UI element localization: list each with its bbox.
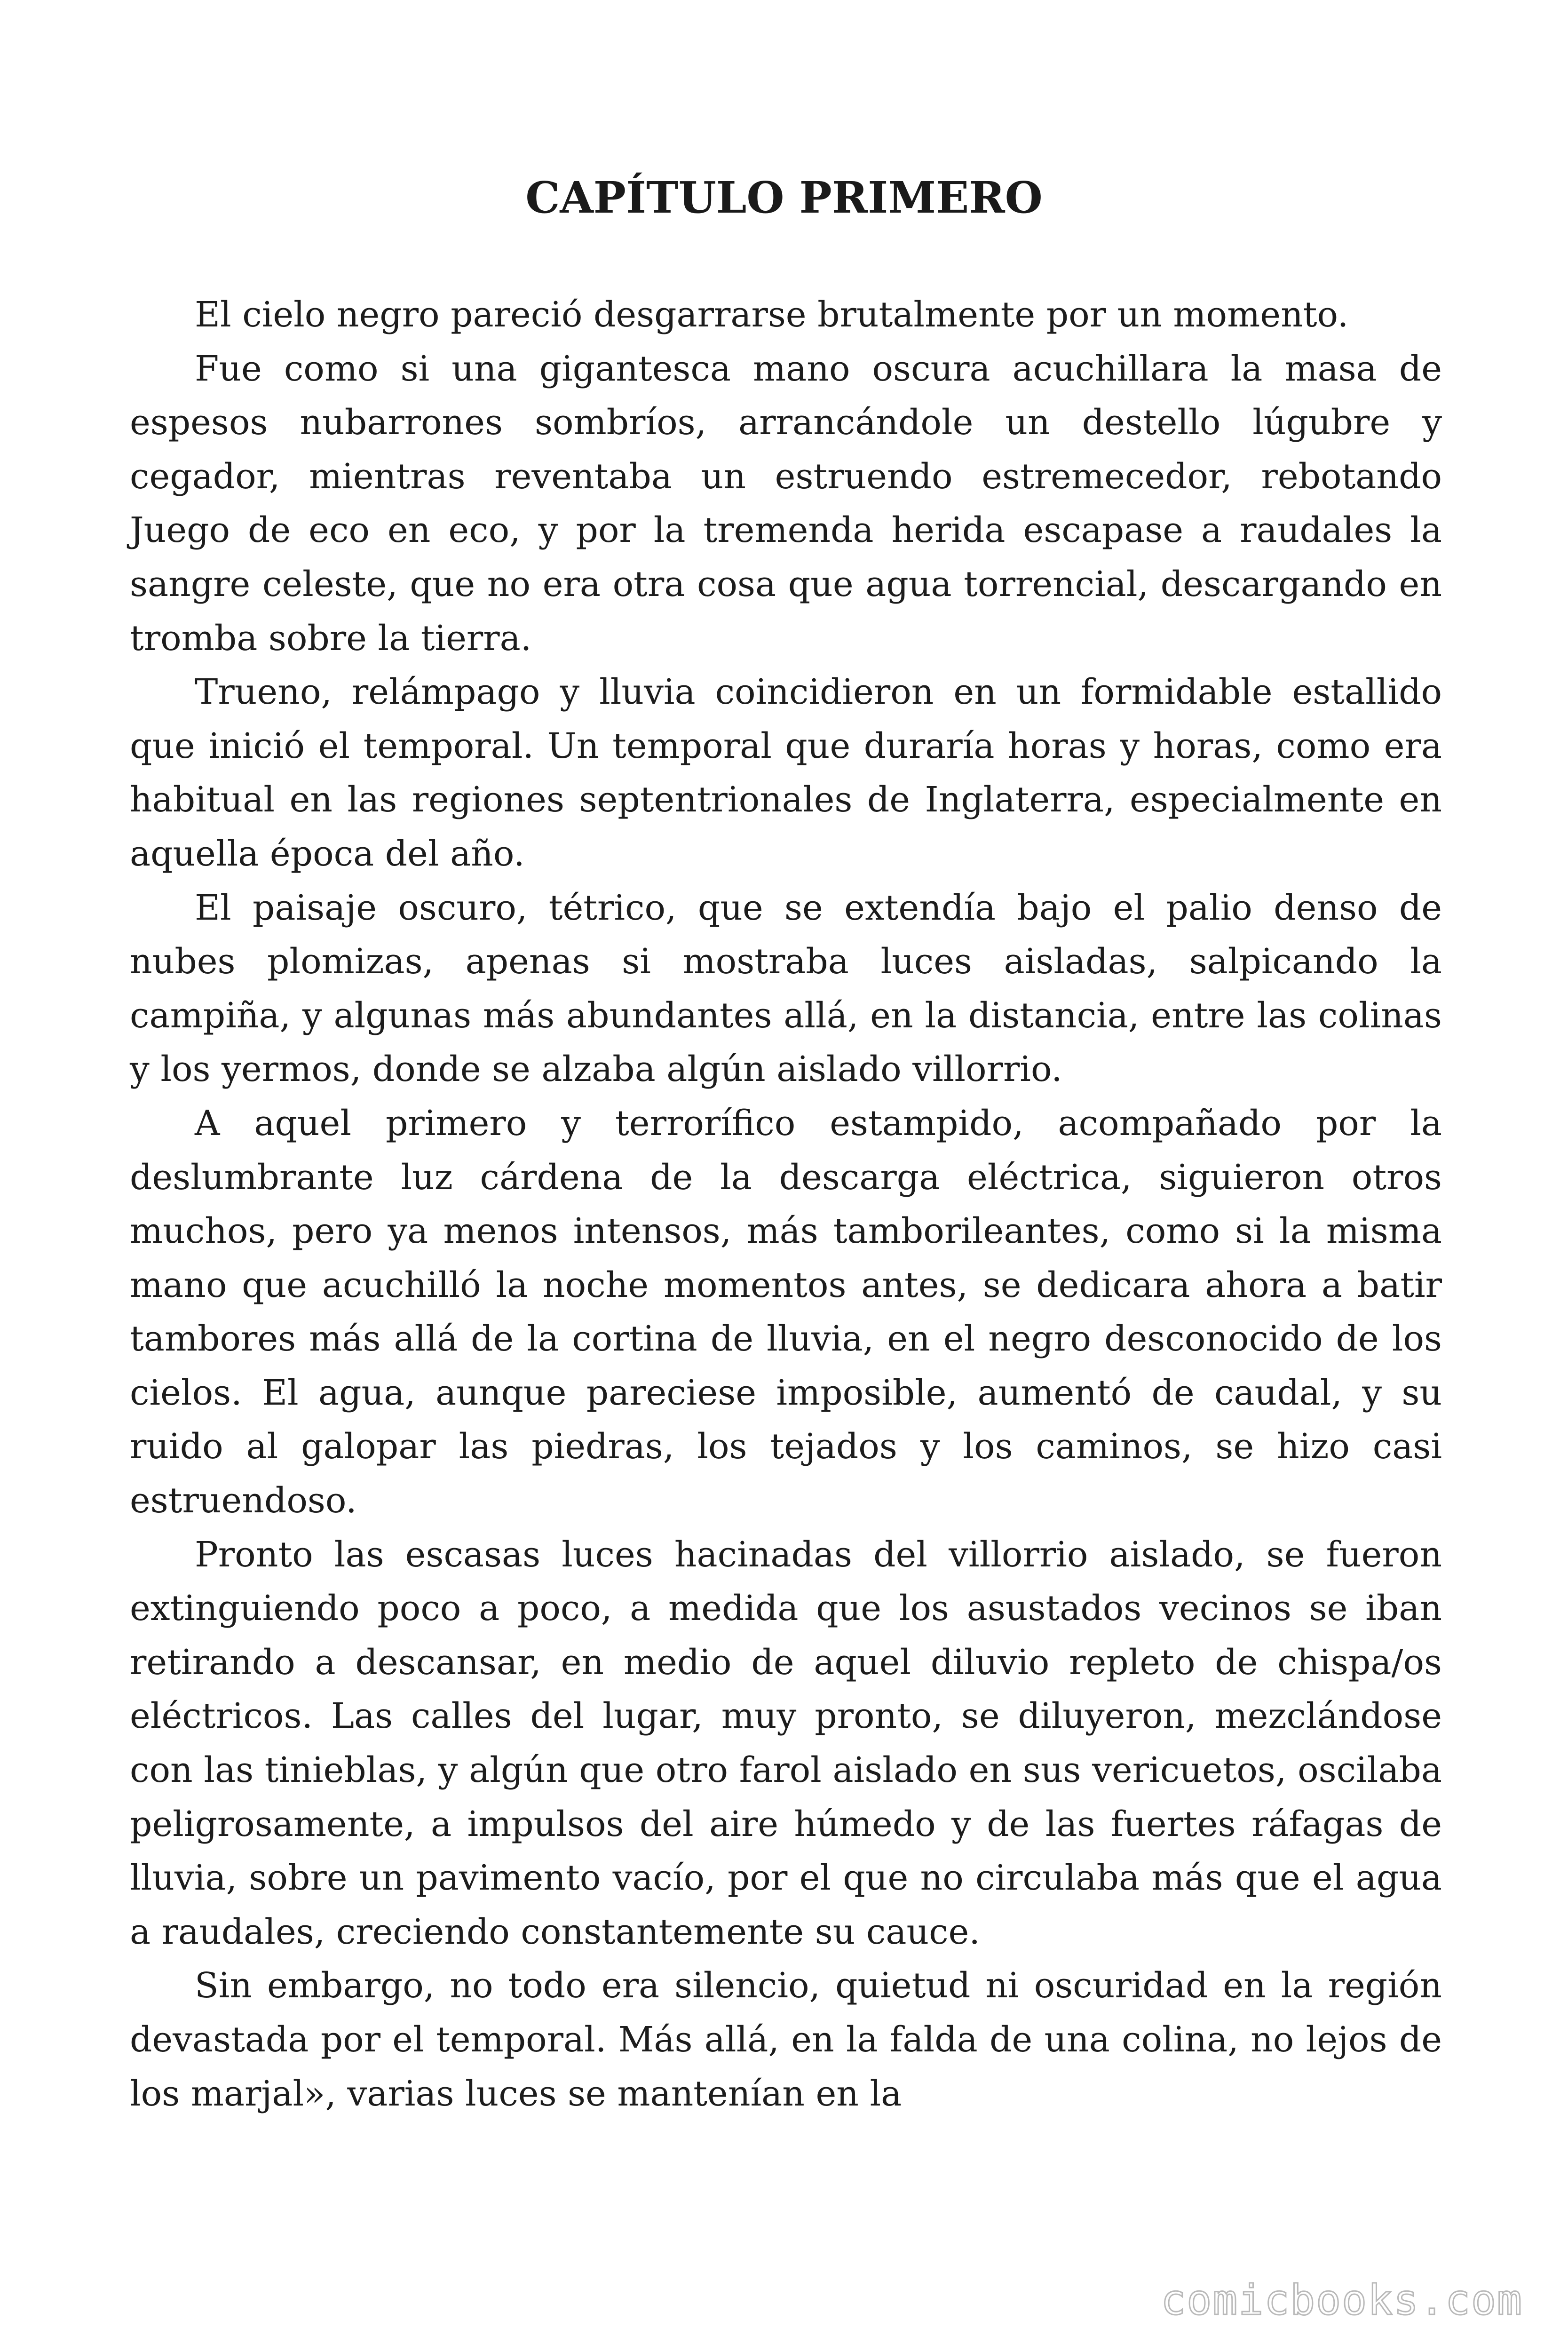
chapter-body: [130, 288, 1442, 2121]
paragraph-2: Fue como si una gigantesca mano oscura acuchillara la masa de espesos nubarrones sombríos, arrancándole un destello lúgubre y cegador, mientras reventaba un estruendo estremecedor, rebotando Juego de eco en eco, y por la tremenda herida escapase a raudales la sangre celeste, que no era otra cosa que agua torrencial, descargando en tromba sobre la tierra.: [130, 348, 1442, 659]
watermark: comicbooks.com: [1161, 2276, 1523, 2324]
paragraph-3: Trueno, relámpago y lluvia coincidieron en un formidable estallido que inició el temporal. Un temporal que duraría horas y horas, como era habitual en las regiones septentrionales de Inglaterra, especialmente en aquella época del año.: [130, 672, 1442, 874]
chapter-title: CAPÍTULO PRIMERO: [525, 172, 1043, 223]
paragraph-4: El paisaje oscuro, tétrico, que se extendía bajo el palio denso de nubes plomizas, apenas si mostraba luces aisladas, salpicando la campiña, y algunas más abundantes allá, en la distancia, entre las colinas y los yermos, donde se alzaba algún aislado villorrio.: [130, 887, 1442, 1090]
paragraph-1: El cielo negro pareció desgarrarse brutalmente por un momento.: [195, 294, 1349, 335]
paragraph-5: A aquel primero y terrorífico estampido, acompañado por la deslumbrante luz cárdena de la descarga eléctrica, siguieron otros muchos, pero ya menos intensos, más tamborileantes, como si la misma mano que acuchilló la noche momentos antes, se dedicara ahora a batir tambores más allá de la cortina de lluvia, en el negro desconocido de los cielos. El agua, aunque pareciese imposible, aumentó de caudal, y su ruido al galopar las piedras, los tejados y los caminos, se hizo casi estruendoso.: [130, 1103, 1442, 1521]
paragraph-7: Sin embargo, no todo era silencio, quietud ni oscuridad en la región devastada por el temporal. Más allá, en la falda de una colina, no lejos de los marjal», varias luces se mantenían en la: [130, 1965, 1442, 2114]
paragraph-6: Pronto las escasas luces hacinadas del villorrio aislado, se fueron extinguiendo poco a poco, a medida que los asustados vecinos se iban retirando a descansar, en medio de aquel diluvio repleto de chispa/os eléctricos. Las calles del lugar, muy pronto, se diluyeron, mezclándose con las tinieblas, y algún que otro farol aislado en sus vericuetos, oscilaba peligrosamente, a impulsos del aire húmedo y de las fuertes ráfagas de lluvia, sobre un pavimento vacío, por el que no circulaba más que el agua a raudales, creciendo constantemente su cauce.: [130, 1534, 1442, 1952]
